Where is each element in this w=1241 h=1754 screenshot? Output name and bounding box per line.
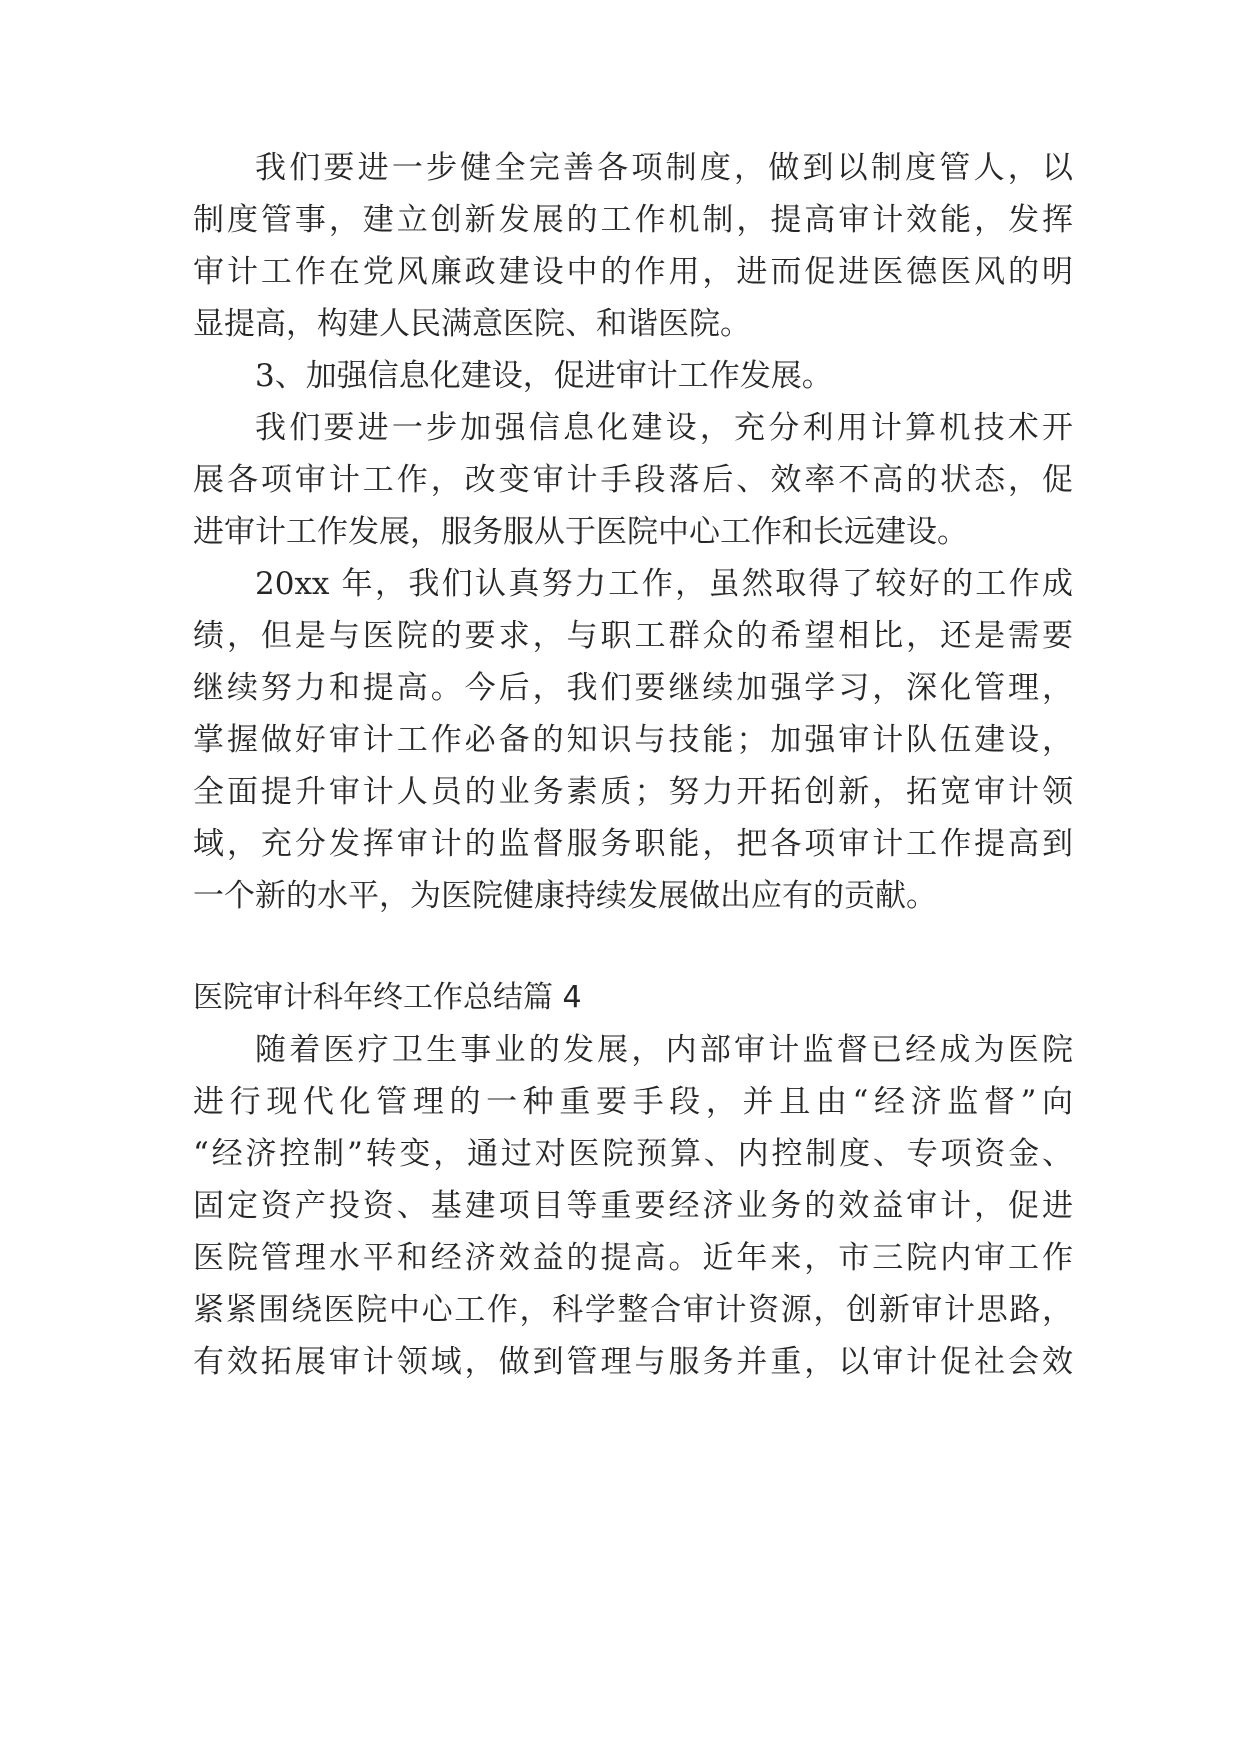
paragraph-4-line-2: 进行现代化管理的一种重要手段，并且由“经济监督”向 [193, 1084, 1073, 1120]
section-heading: 医院审计科年终工作总结篇 4 [193, 980, 582, 1015]
paragraph-1-line-4: 显提高，构建人民满意医院、和谐医院。 [193, 306, 751, 342]
paragraph-2-line-3: 进审计工作发展，服务服从于医院中心工作和长远建设。 [193, 514, 968, 550]
paragraph-2-line-1: 我们要进一步加强信息化建设，充分利用计算机技术开 [255, 410, 1073, 446]
paragraph-4-line-4: 固定资产投资、基建项目等重要经济业务的效益审计，促进 [193, 1188, 1073, 1224]
paragraph-3-line-3: 继续努力和提高。今后，我们要继续加强学习，深化管理， [193, 670, 1073, 706]
paragraph-4-line-7: 有效拓展审计领域，做到管理与服务并重，以审计促社会效 [193, 1344, 1073, 1380]
paragraph-2-line-2: 展各项审计工作，改变审计手段落后、效率不高的状态，促 [193, 462, 1073, 498]
paragraph-4-line-3: “经济控制”转变，通过对医院预算、内控制度、专项资金、 [193, 1136, 1073, 1172]
paragraph-4-line-5: 医院管理水平和经济效益的提高。近年来，市三院内审工作 [193, 1240, 1073, 1276]
paragraph-1-line-2: 制度管事，建立创新发展的工作机制，提高审计效能，发挥 [193, 202, 1073, 238]
paragraph-4-line-6: 紧紧围绕医院中心工作，科学整合审计资源，创新审计思路， [193, 1292, 1073, 1328]
paragraph-3-line-1: 20xx 年，我们认真努力工作，虽然取得了较好的工作成 [255, 566, 1073, 602]
paragraph-3-line-6: 域，充分发挥审计的监督服务职能，把各项审计工作提高到 [193, 826, 1073, 862]
paragraph-1-line-1: 我们要进一步健全完善各项制度，做到以制度管人，以 [255, 150, 1073, 186]
paragraph-3-line-7: 一个新的水平，为医院健康持续发展做出应有的贡献。 [193, 878, 937, 914]
paragraph-1-line-3: 审计工作在党风廉政建设中的作用，进而促进医德医风的明 [193, 254, 1073, 290]
paragraph-3-line-2: 绩，但是与医院的要求，与职工群众的希望相比，还是需要 [193, 618, 1073, 654]
paragraph-3-line-5: 全面提升审计人员的业务素质；努力开拓创新，拓宽审计领 [193, 774, 1073, 810]
paragraph-4-line-1: 随着医疗卫生事业的发展，内部审计监督已经成为医院 [255, 1032, 1073, 1068]
paragraph-3-line-4: 掌握做好审计工作必备的知识与技能；加强审计队伍建设， [193, 722, 1073, 758]
item-3-heading: 3、加强信息化建设，促进审计工作发展。 [255, 358, 833, 394]
